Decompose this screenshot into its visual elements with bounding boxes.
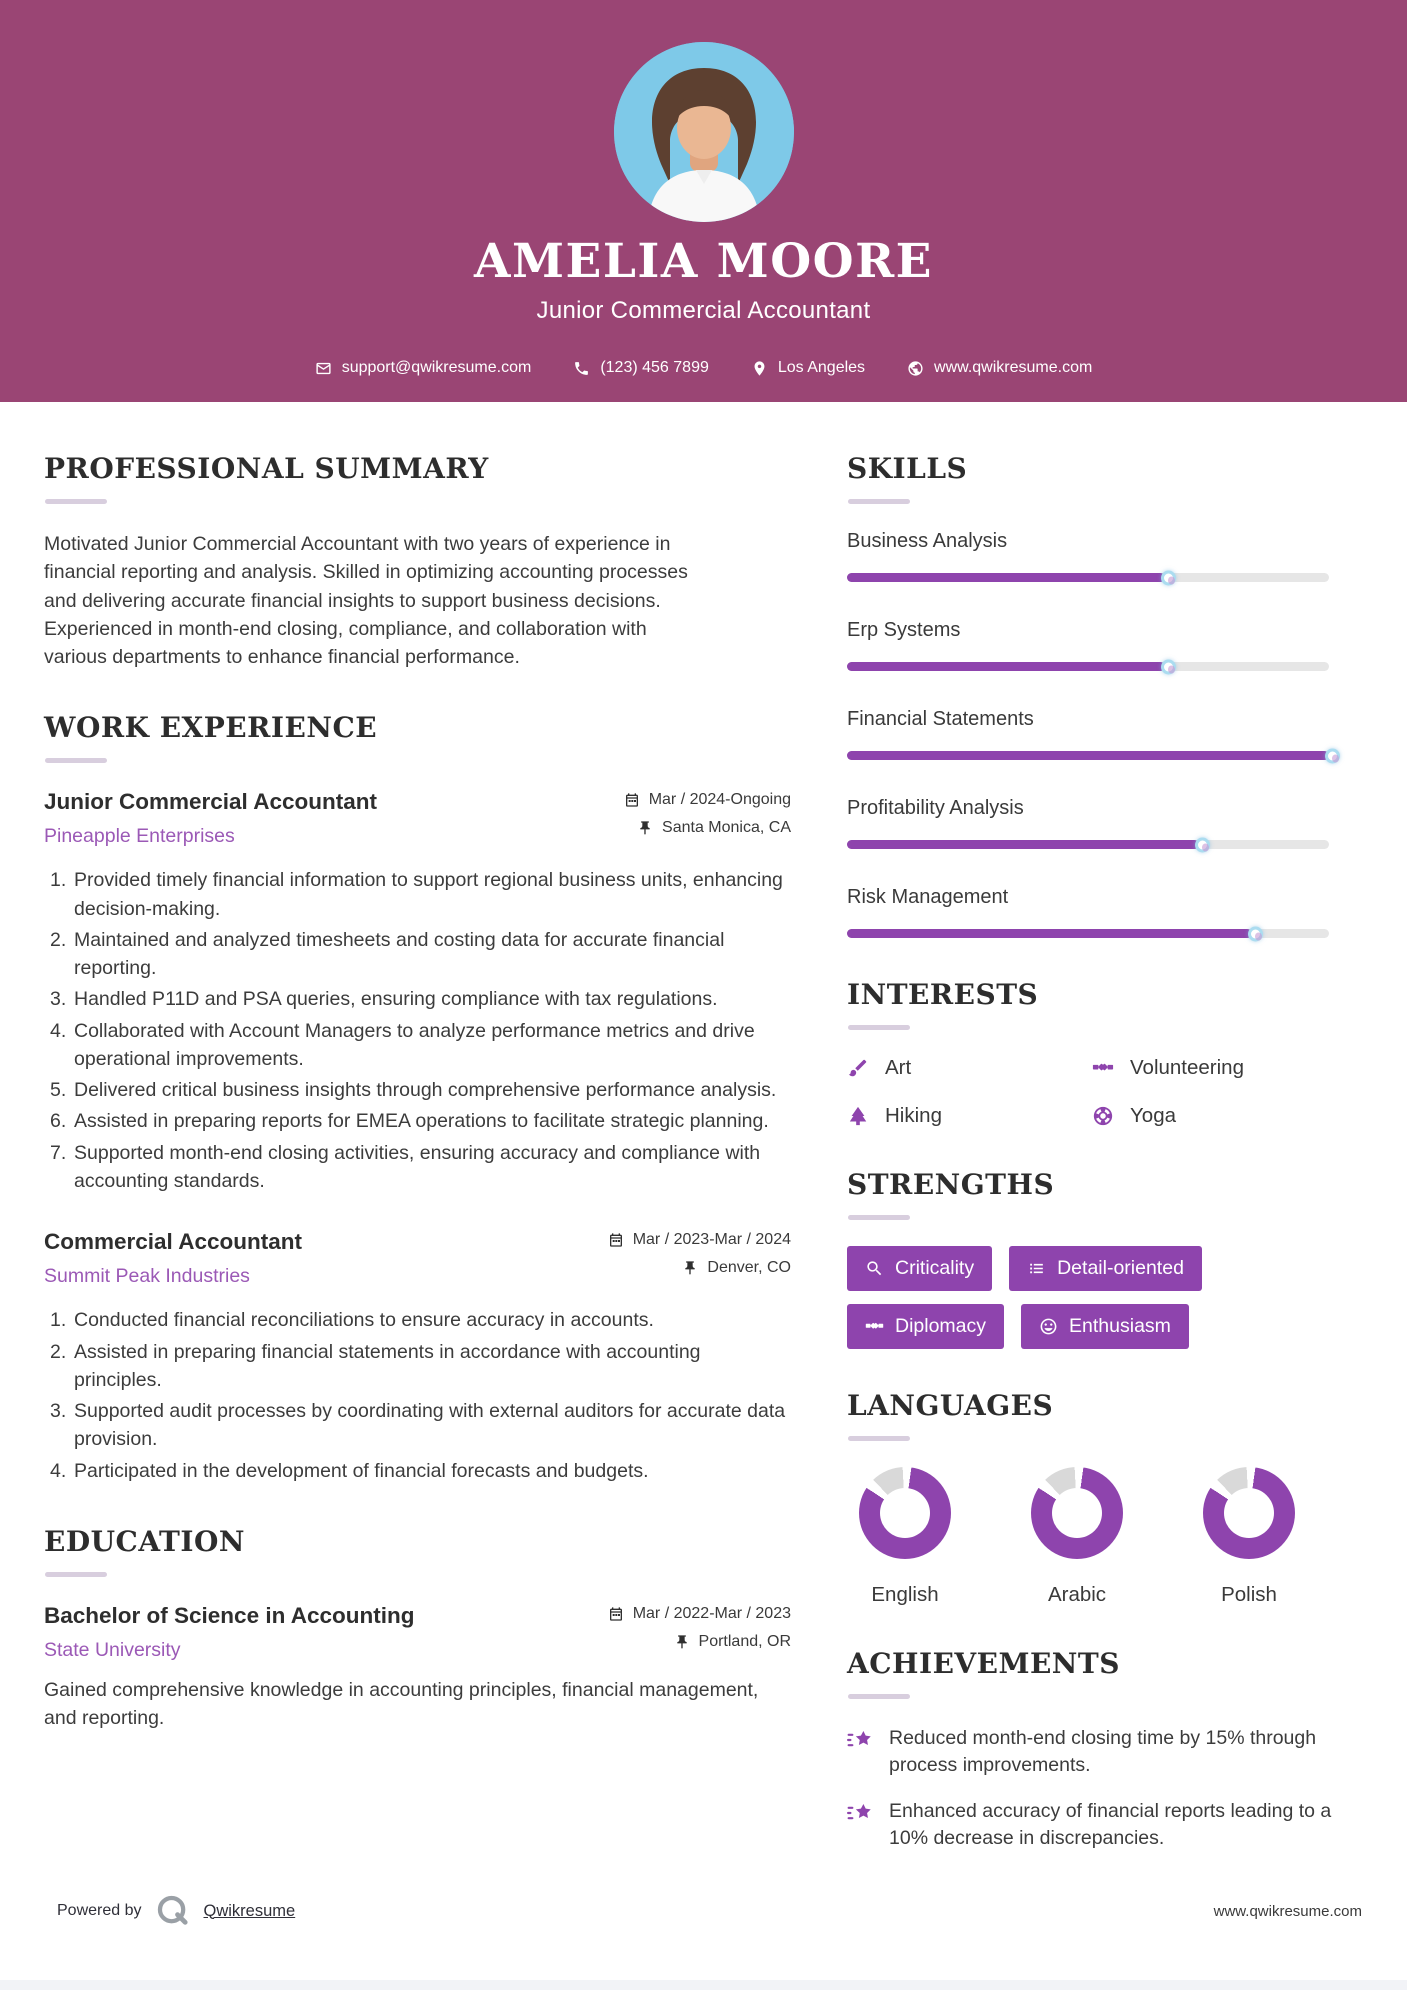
- skill-slider-handle[interactable]: [1325, 748, 1340, 763]
- education-location: [608, 1633, 791, 1651]
- education-description: Gained comprehensive knowledge in accounting principles, financial management, and reporting.: [44, 1678, 759, 1730]
- main-content: [0, 402, 1407, 1892]
- language-name: Polish: [1221, 1583, 1277, 1606]
- qwikresume-link[interactable]: Qwikresume: [203, 1901, 296, 1920]
- calendar-icon: [624, 792, 640, 808]
- languages-row: [847, 1467, 1362, 1607]
- interest-item: [1092, 1056, 1362, 1080]
- strength-label: Criticality: [895, 1257, 975, 1279]
- skill-row: [847, 530, 1362, 582]
- strength-tag-enthusiasm[interactable]: [1021, 1304, 1189, 1349]
- footer-website: www.qwikresume.com: [1213, 1902, 1362, 1920]
- skill-slider: [847, 929, 1329, 938]
- strength-label: Detail-oriented: [1057, 1257, 1184, 1279]
- job-dates: [608, 1231, 791, 1249]
- smiley-icon: [1039, 1317, 1058, 1336]
- skill-slider-handle[interactable]: [1248, 926, 1263, 941]
- skill-slider-handle[interactable]: [1161, 659, 1176, 674]
- skill-name: Risk Management: [847, 886, 1009, 908]
- tree-icon: [847, 1105, 869, 1127]
- contact-website-text: www.qwikresume.com: [934, 359, 1093, 376]
- section-heading: INTERESTS: [847, 978, 1039, 1011]
- skill-slider: [847, 662, 1329, 671]
- job-location: [608, 1259, 791, 1277]
- pushpin-icon: [637, 820, 653, 836]
- candidate-job-title: Junior Commercial Accountant: [536, 297, 871, 324]
- right-column: [847, 452, 1362, 1892]
- job-bullet: Supported audit processes by coordinating with external auditors for accurate data provision.: [74, 1400, 786, 1451]
- footer: [0, 1894, 1407, 1928]
- section-underline: [848, 1025, 910, 1030]
- section-strengths: [847, 1168, 1362, 1349]
- achievement-text: Enhanced accuracy of financial reports leading to a 10% decrease in discrepancies.: [889, 1799, 1332, 1849]
- shooting-star-icon: [847, 1727, 874, 1754]
- interests-grid: [847, 1056, 1362, 1128]
- interest-label: Art: [885, 1056, 912, 1079]
- section-underline: [45, 1572, 107, 1577]
- skill-slider-handle[interactable]: [1195, 837, 1210, 852]
- job-entry: [44, 789, 791, 1195]
- section-heading: WORK EXPERIENCE: [44, 711, 378, 745]
- job-bullet: Participated in the development of financial forecasts and budgets.: [74, 1459, 649, 1482]
- globe-icon: [907, 360, 924, 377]
- strengths-list: [847, 1246, 1267, 1349]
- skill-row: [847, 797, 1362, 849]
- skill-row: [847, 886, 1362, 938]
- handshake-icon: [865, 1317, 884, 1336]
- pushpin-icon: [674, 1634, 690, 1650]
- education-dates-text: Mar / 2022-Mar / 2023: [632, 1604, 791, 1622]
- job-bullets: [44, 1306, 791, 1485]
- skill-name: Financial Statements: [847, 708, 1034, 730]
- location-icon: [751, 360, 768, 377]
- interest-item: [847, 1056, 1092, 1080]
- phone-icon: [573, 360, 590, 377]
- powered-by-label: Powered by: [57, 1902, 142, 1919]
- contact-website[interactable]: [907, 359, 1092, 377]
- education-meta: [608, 1603, 791, 1661]
- calendar-icon: [608, 1606, 624, 1622]
- job-bullets: [44, 866, 791, 1195]
- interest-item: [847, 1104, 1092, 1128]
- profile-photo-illustration: [614, 42, 794, 222]
- interest-item: [1092, 1104, 1362, 1128]
- handshake-icon: [1092, 1057, 1114, 1079]
- education-dates: [608, 1605, 791, 1623]
- section-heading: EDUCATION: [44, 1524, 245, 1558]
- achievement-item: [847, 1798, 1362, 1853]
- section-underline: [45, 499, 107, 504]
- job-dates: [624, 791, 791, 809]
- job-meta: [624, 789, 791, 847]
- section-underline: [848, 1694, 910, 1699]
- skill-slider-fill: [847, 573, 1165, 582]
- footer-branding: [57, 1894, 295, 1928]
- section-work-experience: [44, 711, 791, 1485]
- job-header: [44, 789, 791, 848]
- skill-name: Profitability Analysis: [847, 797, 1024, 819]
- interest-label: Volunteering: [1130, 1056, 1244, 1079]
- strength-tag-diplomacy[interactable]: [847, 1304, 1004, 1349]
- section-languages: [847, 1389, 1362, 1607]
- section-heading: PROFESSIONAL SUMMARY: [44, 452, 489, 485]
- contact-email-text: support@qwikresume.com: [341, 359, 532, 376]
- language-donut-chart: [1031, 1467, 1123, 1559]
- strength-label: Enthusiasm: [1069, 1315, 1171, 1337]
- language-item: [1031, 1467, 1123, 1607]
- skill-name: Business Analysis: [847, 530, 1008, 552]
- language-donut-chart: [1203, 1467, 1295, 1559]
- section-professional-summary: [44, 452, 791, 671]
- section-underline: [45, 758, 107, 763]
- section-underline: [848, 1215, 910, 1220]
- job-dates-text: Mar / 2023-Mar / 2024: [632, 1231, 791, 1249]
- strength-label: Diplomacy: [895, 1315, 987, 1337]
- qwikresume-logo-icon: [156, 1894, 190, 1928]
- job-company: Pineapple Enterprises: [44, 825, 235, 848]
- skill-slider: [847, 751, 1329, 760]
- job-company: Summit Peak Industries: [44, 1265, 250, 1288]
- education-header: [44, 1603, 791, 1662]
- summary-text: Motivated Junior Commercial Accountant with two years of experience in financial reporting and analysis. Skilled in optimizing accounting processes and delivering accurate financial insights to support business decisions. Experienced in month-end closing, compliance, and collaboration with various departments to enhance financial performance.: [44, 533, 688, 669]
- achievement-text: Reduced month-end closing time by 15% through process improvements.: [889, 1727, 1317, 1777]
- job-title: Commercial Accountant: [44, 1229, 302, 1255]
- interest-label: Yoga: [1130, 1104, 1176, 1127]
- skill-slider-fill: [847, 929, 1252, 938]
- section-education: [44, 1525, 791, 1733]
- skill-slider: [847, 840, 1329, 849]
- job-meta: [608, 1229, 791, 1287]
- job-bullet: Maintained and analyzed timesheets and costing data for accurate financial reporting.: [74, 928, 725, 980]
- job-bullet: Conducted financial reconciliations to ensure accuracy in accounts.: [74, 1309, 654, 1332]
- section-interests: [847, 978, 1362, 1128]
- section-underline: [848, 1436, 910, 1441]
- skill-slider: [847, 573, 1329, 582]
- achievement-item: [847, 1725, 1362, 1780]
- language-donut-chart: [859, 1467, 951, 1559]
- skill-slider-fill: [847, 662, 1165, 671]
- calendar-icon: [608, 1232, 624, 1248]
- job-entry: [44, 1229, 791, 1485]
- strength-tag-detail-oriented[interactable]: [1009, 1246, 1202, 1291]
- job-dates-text: Mar / 2024-Ongoing: [648, 791, 791, 809]
- candidate-name: AMELIA MOORE: [474, 234, 933, 289]
- job-bullet: Supported month-end closing activities, ensuring accuracy and compliance with accounting standards.: [74, 1141, 761, 1192]
- contact-email[interactable]: [315, 359, 532, 377]
- shooting-star-icon: [847, 1800, 874, 1827]
- paintbrush-icon: [847, 1057, 869, 1079]
- language-name: English: [871, 1583, 939, 1606]
- section-achievements: [847, 1647, 1362, 1852]
- job-location-text: Denver, CO: [707, 1259, 791, 1277]
- school-name: State University: [44, 1638, 181, 1661]
- pushpin-icon: [682, 1260, 698, 1276]
- header: [0, 0, 1407, 402]
- job-bullet: Handled P11D and PSA queries, ensuring compliance with tax regulations.: [74, 988, 718, 1011]
- job-bullet: Provided timely financial information to support regional business units, enhancing decision-making.: [74, 869, 783, 920]
- job-location: [624, 819, 791, 837]
- skill-slider-handle[interactable]: [1161, 570, 1176, 585]
- skill-name: Erp Systems: [847, 619, 961, 641]
- list-icon: [1027, 1259, 1046, 1278]
- job-bullet: Collaborated with Account Managers to analyze performance metrics and drive operational improvements.: [74, 1019, 755, 1070]
- job-bullet: Delivered critical business insights through comprehensive performance analysis.: [74, 1079, 777, 1102]
- section-heading: LANGUAGES: [847, 1389, 1054, 1422]
- interest-label: Hiking: [885, 1104, 942, 1127]
- degree-title: Bachelor of Science in Accounting: [44, 1602, 415, 1628]
- job-bullet: Assisted in preparing financial statements in accordance with accounting principles.: [74, 1340, 701, 1391]
- job-bullet: Assisted in preparing reports for EMEA operations to facilitate strategic planning.: [74, 1110, 769, 1133]
- contact-phone-text: (123) 456 7899: [600, 359, 709, 376]
- education-entry: [44, 1603, 791, 1733]
- section-heading: ACHIEVEMENTS: [847, 1647, 1120, 1680]
- profile-photo: [614, 42, 794, 222]
- job-title: Junior Commercial Accountant: [44, 789, 377, 815]
- job-location-text: Santa Monica, CA: [662, 819, 791, 837]
- skill-row: [847, 619, 1362, 671]
- language-item: [1203, 1467, 1295, 1607]
- skill-row: [847, 708, 1362, 760]
- email-icon: [315, 360, 332, 377]
- job-header: [44, 1229, 791, 1288]
- section-skills: [847, 452, 1362, 938]
- lifebuoy-icon: [1092, 1105, 1114, 1127]
- strength-tag-criticality[interactable]: [847, 1246, 992, 1291]
- skill-slider-fill: [847, 840, 1199, 849]
- language-item: [859, 1467, 951, 1607]
- magnifier-icon: [865, 1259, 884, 1278]
- section-underline: [848, 499, 910, 504]
- section-heading: STRENGTHS: [847, 1168, 1055, 1201]
- contact-phone[interactable]: [573, 359, 709, 377]
- education-location-text: Portland, OR: [698, 1632, 791, 1650]
- left-column: [44, 452, 791, 1892]
- skill-slider-fill: [847, 751, 1329, 760]
- contact-location: [751, 359, 865, 377]
- contact-location-text: Los Angeles: [777, 359, 866, 376]
- contact-bar: [315, 359, 1093, 377]
- language-name: Arabic: [1047, 1583, 1107, 1606]
- section-heading: SKILLS: [847, 452, 968, 485]
